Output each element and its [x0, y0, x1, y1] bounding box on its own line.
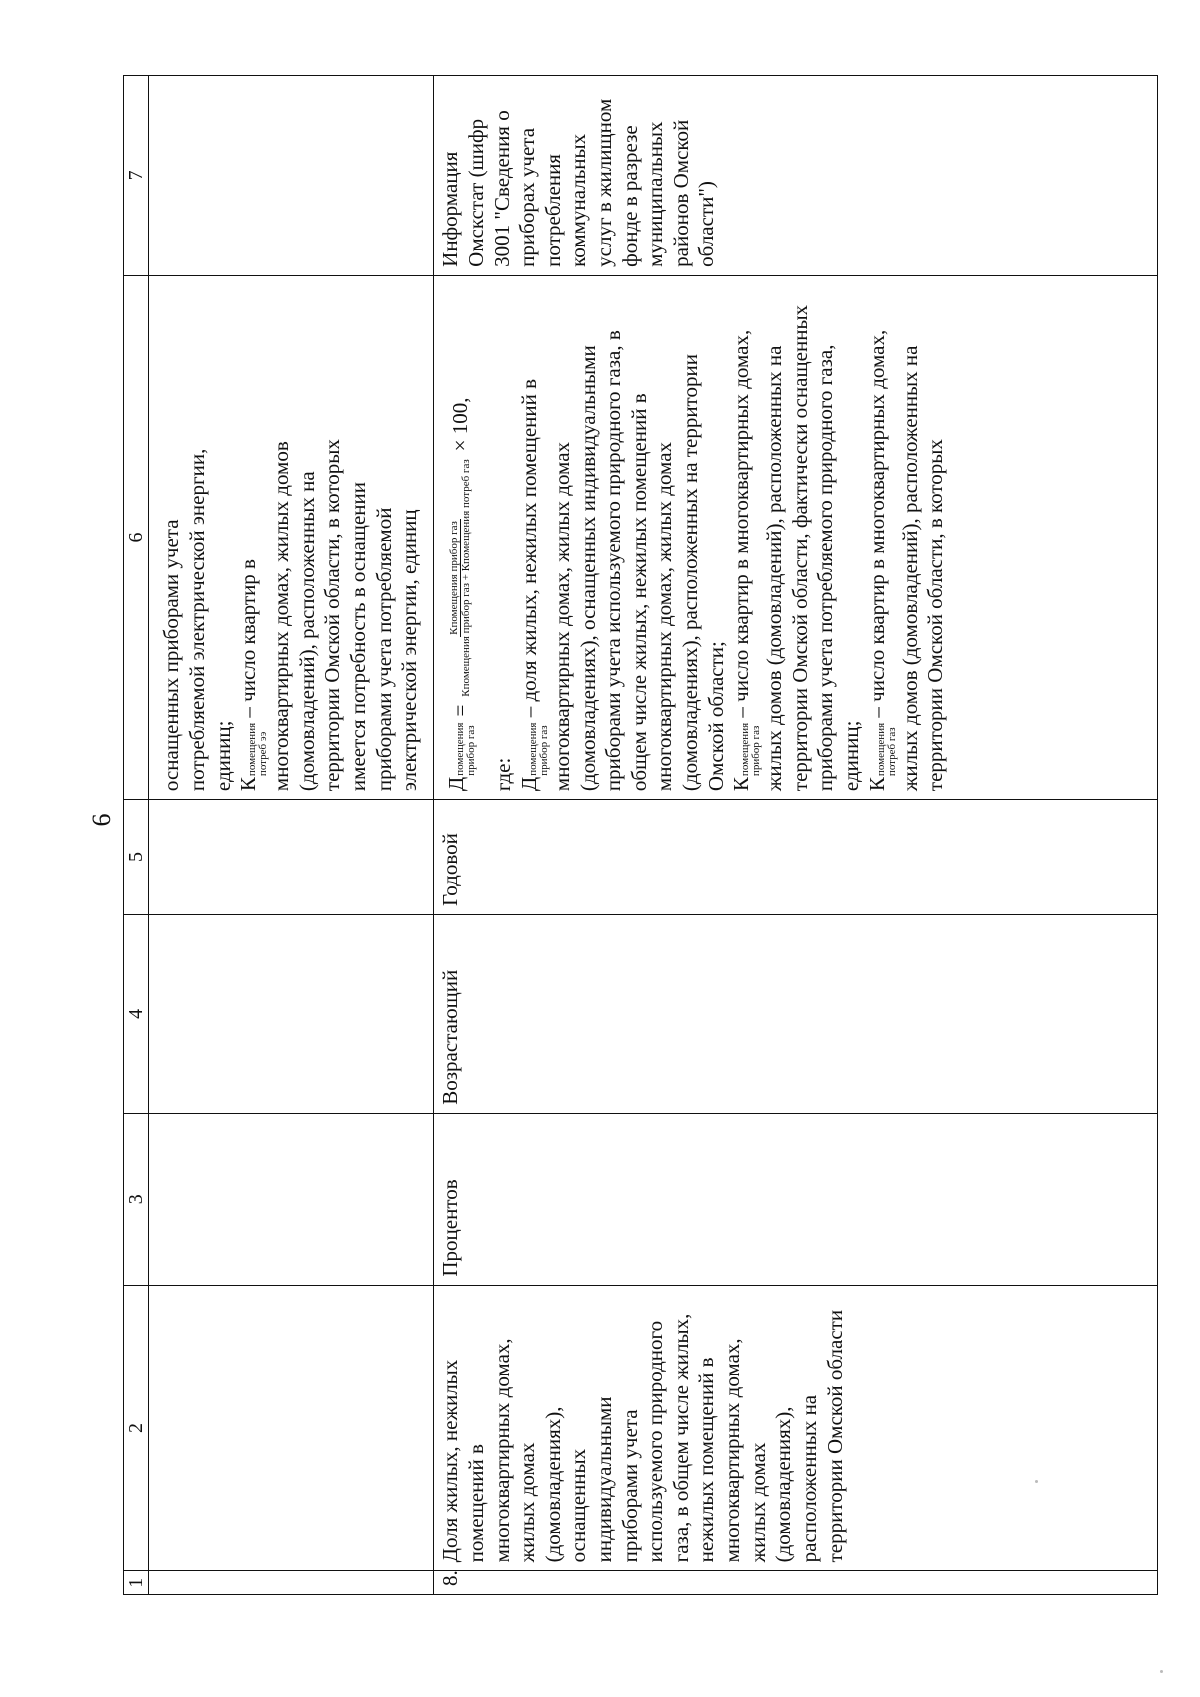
fraction-den-b-sub: потреб газ — [460, 459, 473, 508]
formula-tail: × 100, — [448, 397, 473, 452]
scan-speck — [1160, 1670, 1163, 1673]
cell-empty — [149, 76, 434, 276]
calculation-method — [434, 275, 1158, 799]
fraction-den-b: К — [460, 563, 473, 572]
text-line: многоквартирных домах, жилых домов — [269, 441, 294, 792]
fraction-den-a-sup: помещения — [460, 636, 473, 690]
text-line: потребляемой электрической энергии, — [185, 448, 209, 792]
cell-empty — [149, 915, 434, 1114]
formula-lhs-sup: помещения — [454, 722, 467, 776]
continued-formula-description — [149, 275, 434, 799]
def2-text: – число квартир в многоквартирных домах, жилых домов (домовладений), расположенных на территории Омской области, фактически оснащенных приборами учета потребляемого природного газа, единиц; — [729, 304, 864, 792]
formula-lhs: Д — [444, 776, 469, 792]
header-col-5: 5 — [124, 800, 149, 915]
formula-equals: = — [448, 704, 473, 717]
def3-text: – число квартир в многоквартирных домах, жилых домов (домовладений), расположенных на территории Омской области, в которых — [864, 329, 948, 792]
text-line: (домовладений), расположенных на — [294, 471, 319, 792]
def2-sub: прибор газ — [750, 725, 763, 777]
indicator-name: Доля жилых, нежилых помещений в многоквартирных домах, жилых домах (домовладениях), оснащенных индивидуальными приборами учета используемого природного газа, в общем числе жилых, нежилых помещений в многоквартирных домах, жилых домах (домовладениях), расположенных на территории Омской области — [434, 1285, 1158, 1571]
text-line: единиц; — [210, 720, 235, 792]
continued-row — [149, 76, 434, 1595]
header-col-4: 4 — [124, 915, 149, 1114]
text-line: электрической энергии, единиц — [397, 509, 422, 792]
def1-var: Д — [517, 776, 541, 792]
fraction-num: К — [447, 627, 460, 635]
table-row-8 — [434, 76, 1158, 1595]
formula-lhs-sub: прибор газ — [465, 725, 478, 776]
data-source: Информация Омскстат (шифр 3001 "Сведения о приборах учета потребления коммунальных услуг в жилищном фонде в разрезе муниципальных районов Омской области") — [434, 76, 1158, 276]
scan-speck — [1035, 1480, 1038, 1483]
rotated-table-container — [123, 75, 1158, 1595]
cell-empty — [149, 1571, 434, 1595]
where-label: где: — [491, 757, 516, 792]
header-col-7: 7 — [124, 76, 149, 276]
cell-empty — [149, 1285, 434, 1571]
def3-sub: потреб газ — [885, 727, 898, 777]
indicators-table — [123, 75, 1158, 1595]
formula-fraction — [449, 457, 473, 698]
fraction-den-a-sub: прибор газ — [460, 583, 473, 634]
fraction-plus: + — [460, 571, 473, 584]
page-number: 6 — [87, 813, 116, 827]
trend-direction: Возрастающий — [434, 915, 1158, 1114]
variable-sub: потреб ээ — [257, 731, 270, 777]
cell-empty — [149, 800, 434, 915]
fraction-den-b-sup: помещения — [460, 510, 473, 564]
def1-sub: прибор газ — [538, 725, 550, 776]
definition-2 — [729, 284, 864, 791]
period: Годовой — [434, 800, 1158, 915]
header-col-1: 1 — [124, 1571, 149, 1595]
variable-text: – число квартир в — [236, 559, 261, 723]
def1-sup: помещения — [527, 722, 539, 776]
text-line: приборами учета потребляемой — [371, 507, 396, 792]
text-line: имеется потребность в оснащении — [346, 481, 371, 792]
text-line: оснащенных приборами учета — [159, 519, 184, 792]
variable-symbol: К — [236, 777, 261, 792]
fraction-num-sub: прибор газ — [447, 521, 460, 572]
header-col-3: 3 — [124, 1113, 149, 1285]
def3-var: К — [864, 777, 889, 792]
header-row — [124, 76, 149, 1595]
variable-definition — [236, 284, 269, 791]
variable-sup: помещения — [246, 722, 259, 777]
text-line: территории Омской области, в которых — [320, 439, 345, 792]
def3-sup: помещения — [874, 722, 887, 777]
header-col-6: 6 — [124, 275, 149, 799]
fraction-num-sup: помещения — [447, 574, 460, 628]
header-col-2: 2 — [124, 1285, 149, 1571]
def2-sup: помещения — [739, 722, 752, 777]
row-number: 8. — [434, 1571, 1158, 1595]
def1-text: – доля жилых, нежилых помещений в многоквартирных домах, жилых домах (домовладениях), оснащенных индивидуальными приборами учета используемого природного газа, в общем числе жилых, нежилых помещений в многоквартирных домах, жилых домах (домовладениях), расположенных на территории Омской области; — [517, 330, 728, 792]
fraction-den-a: К — [460, 689, 473, 697]
definition-1 — [517, 284, 729, 791]
cell-empty — [149, 1113, 434, 1285]
def2-var: К — [729, 777, 754, 792]
unit-of-measure: Процентов — [434, 1113, 1158, 1285]
formula — [444, 284, 477, 791]
definition-3 — [865, 284, 949, 791]
